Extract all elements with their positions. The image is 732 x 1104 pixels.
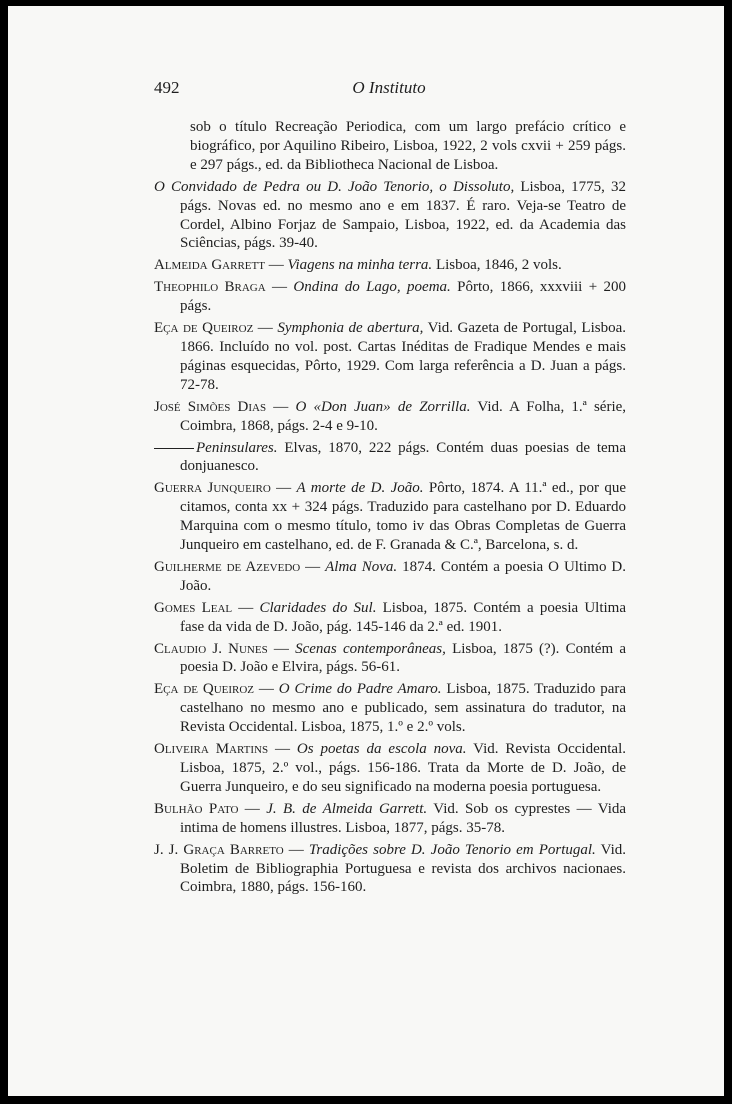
bibliography-entry [154,398,626,436]
entry-text: Vid. Boletim de Bibliographia Portuguesa e revista dos archivos nacionaes. Coimbra, 1880, págs. 156-160. [180,841,626,896]
entry-title: O Crime do Padre Amaro. [278,681,442,698]
bibliography-entry [154,118,626,175]
entry-author: Guerra Junqueiro — [154,480,292,497]
entry-text: Lisboa, 1875 (?). Contém a poesia D. João e Elvira, págs. 56-61. [180,640,626,676]
bibliography-entry [154,319,626,395]
entry-text: Vid. Sob os cyprestes — Vida intima de homens illustres. Lisboa, 1877, págs. 35-78. [180,800,627,836]
bibliography-list [154,118,626,900]
entry-title: J. B. de Almeida Garrett. [266,800,428,817]
page-header [154,78,624,102]
entry-text: 1874. Contém a poesia O Ultimo D. João. [180,558,626,594]
entry-author: Gomes Leal — [154,599,254,616]
entry-title: A morte de D. João. [296,480,424,497]
entry-text: Vid. A Folha, 1.ª série, Coimbra, 1868, págs. 2-4 e 9-10. [180,398,627,434]
bibliography-entry [154,558,626,596]
page-number: 492 [154,78,180,97]
entry-text: Lisboa, 1875. Contém a poesia Ultima fase da vida de D. João, pág. 145-146 da 2.ª ed. 1901. [180,599,627,635]
entry-text: Vid. Revista Occidental. Lisboa, 1875, 2.º vol., págs. 156-186. Trata da Morte de D. João, de Guerra Junqueiro, e do seu significado na moderna poesia portuguesa. [180,741,626,795]
entry-author: Eça de Queiroz — [154,320,273,337]
bibliography-entry [154,841,626,898]
entry-author: Theophilo Braga — [154,279,288,296]
bibliography-entry [154,800,626,838]
entry-author: Claudio J. Nunes — [154,640,289,657]
entry-text: Vid. Gazeta de Portugal, Lisboa. 1866. Incluído no vol. post. Cartas Inéditas de Fradique Mendes e mais páginas esquecidas, Pôrto, 1929. Com larga referência a D. Juan a págs. 72-78. [180,320,627,393]
bibliography-entry [154,178,626,254]
entry-text: Elvas, 1870, 222 págs. Contém duas poesias de tema donjuanesco. [180,439,626,475]
entry-title: Tradições sobre D. João Tenorio em Portugal. [308,841,596,858]
entry-text: Lisboa, 1846, 2 vols. [435,257,562,274]
running-title: O Instituto [352,78,426,97]
entry-author: J. J. Graça Barreto — [154,841,304,858]
entry-text: sob o título Recreação Periodica, com um largo prefácio crítico e biográfico, por Aquilino Ribeiro, Lisboa, 1922, 2 vols cxvii + 259 págs. e 297 págs., ed. da Bibliotheca Nacional de Lisboa. [190,119,626,173]
entry-author: Almeida Garrett — [154,257,284,274]
bibliography-entry [154,439,626,477]
bibliography-entry [154,740,626,797]
bibliography-entry [154,479,626,555]
entry-text: Pôrto, 1866, xxxviii + 200 págs. [180,279,627,315]
entry-author: Guilherme de Azevedo — [154,558,321,575]
entry-author: Oliveira Martins — [154,741,291,758]
bibliography-entry [154,278,626,316]
bibliography-entry [154,256,626,275]
entry-author: José Simões Dias — [154,398,289,415]
entry-title: Symphonia de abertura, [277,320,424,337]
entry-author: Bulhão Pato — [154,800,260,817]
entry-title: Claridades do Sul. [259,599,377,616]
entry-title: Ondina do Lago, poema. [293,279,451,296]
entry-title: Alma Nova. [325,558,398,575]
bibliography-entry [154,680,626,737]
bibliography-entry [154,640,626,678]
entry-title: Viagens na minha terra. [287,257,433,274]
entry-title: O Convidado de Pedra ou D. João Tenorio, o Dissoluto, [154,178,515,195]
book-page [8,6,724,1096]
bibliography-entry [154,599,626,637]
entry-text: Lisboa, 1775, 32 págs. Novas ed. no mesmo ano e em 1837. É raro. Veja-se Teatro de Cordel, Albino Forjaz de Sampaio, Lisboa, 1922, ed. da Academia das Sciências, págs. 39-40. [180,178,627,252]
entry-title: O «Don Juan» de Zorrilla. [295,398,471,415]
entry-text: Pôrto, 1874. A 11.ª ed., por que citamos, conta xx + 324 págs. Traduzido para castelhano por D. Eduardo Marquina com o mesmo título, tomo iv das Obras Completas de Guerra Junqueiro em castelhano, ed. de F. Granada & C.ª, Barcelona, s. d. [180,480,626,554]
ditto-dash [154,448,194,449]
entry-title: Os poetas da escola nova. [296,741,467,758]
entry-title: Peninsulares. [196,439,278,456]
entry-text: Lisboa, 1875. Traduzido para castelhano no mesmo ano e publicado, sem assinatura do tradutor, na Revista Occidental. Lisboa, 1875, 1.º e 2.º vols. [180,681,627,736]
entry-title: Scenas contemporâneas, [295,640,446,657]
entry-author: Eça de Queiroz — [154,681,274,698]
